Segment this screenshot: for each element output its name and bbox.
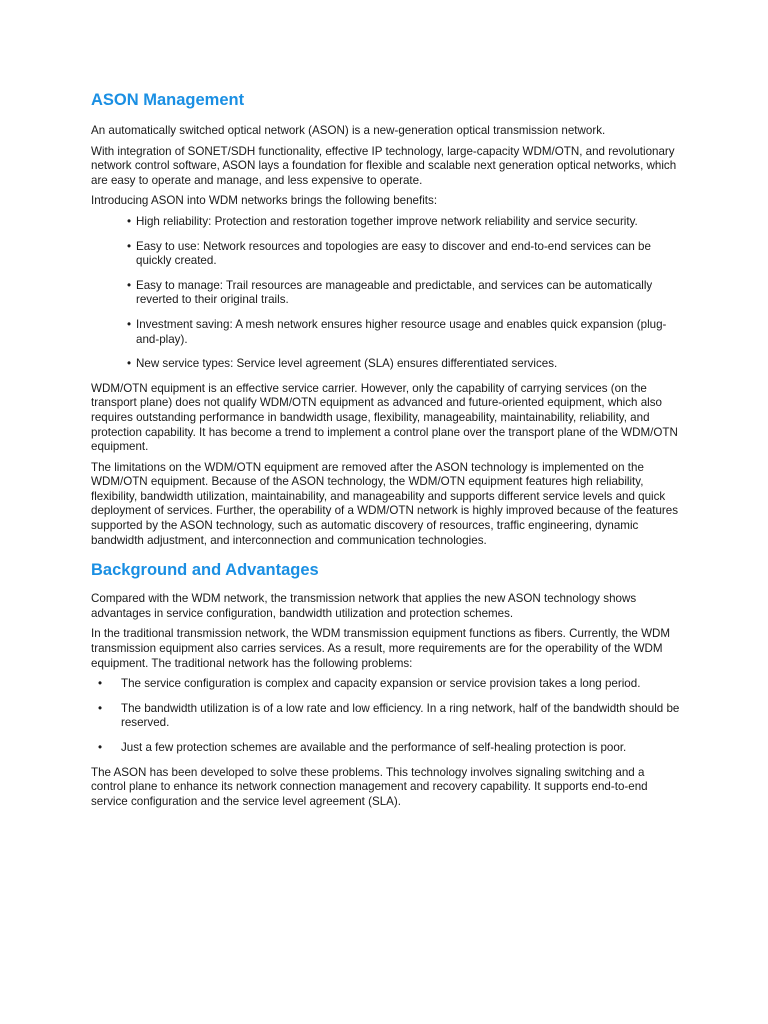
bullet-icon: • [98,741,103,754]
bullet-icon: • [127,278,132,292]
list-item-text: Easy to use: Network resources and topologies are easy to discover and end-to-end services can be quickly created. [136,239,651,268]
list-item [91,240,681,269]
paragraph-wdm-otn-carrier: WDM/OTN equipment is an effective service carrier. However, only the capability of carrying services (on the transport plane) does not qualify WDM/OTN equipment as advanced and future-oriented equipment, which also requires outstanding performance in bandwidth usage, flexibility, manageability, maintainability, reliability, and protection capability. It has become a trend to implement a control plane over the transport plane of the WDM/OTN equipment. [91,381,678,454]
list-item-text: New service types: Service level agreement (SLA) ensures differentiated services. [136,357,558,371]
bullet-icon: • [127,317,132,331]
list-item-text: The bandwidth utilization is of a low rate and low efficiency. In a ring network, half of the bandwidth should be reserved. [121,701,680,730]
paragraph-integration: With integration of SONET/SDH functionality, effective IP technology, large-capacity WDM/OTN, and revolutionary network control software, ASON lays a foundation for flexible and scalable next generation optical networks, which are easy to operate and manage, and less expensive to operate. [91,144,677,187]
list-item [91,677,681,692]
document-page [91,0,681,815]
bullet-icon: • [98,677,103,691]
list-item-text: High reliability: Protection and restoration together improve network reliability and service security. [136,214,638,228]
list-item [91,702,681,731]
list-item [91,318,681,347]
list-item-text: The service configuration is complex and capacity expansion or service provision takes a long period. [121,677,641,691]
list-item-text: Investment saving: A mesh network ensures higher resource usage and enables quick expansion (plug-and-play). [136,317,667,346]
bullet-icon: • [127,239,132,253]
list-item [91,279,681,308]
bullet-icon: • [127,214,132,228]
paragraph-ason-solution: The ASON has been developed to solve these problems. This technology involves signaling switching and a control plane to enhance its network connection management and recovery capability. It supports end-to-end service configuration and the service level agreement (SLA). [91,765,648,808]
benefits-list [91,215,681,372]
list-item [91,741,681,756]
list-item-text: Just a few protection schemes are available and the performance of self-healing protection is poor. [121,741,627,754]
list-item [91,357,681,372]
paragraph-limitations: The limitations on the WDM/OTN equipment are removed after the ASON technology is implemented on the WDM/OTN equipment. Because of the ASON technology, the WDM/OTN equipment features high reliability, flexibility, bandwidth utilization, maintainability, and manageability and supports different service levels and quick deployment of services. Further, the operability of a WDM/OTN network is highly improved because of the features supported by the ASON technology, such as automatic discovery of resources, traffic engineering, dynamic bandwidth adjustment, and interconnection and communication technologies. [91,460,679,547]
section-heading-background-advantages: Background and Advantages [91,561,319,580]
paragraph-intro: An automatically switched optical network (ASON) is a new-generation optical transmission network. [91,124,606,137]
list-item-text: Easy to manage: Trail resources are manageable and predictable, and services can be automatically reverted to their original trails. [136,278,653,307]
section-heading-ason-management: ASON Management [91,91,245,109]
bullet-icon: • [127,357,132,371]
paragraph-benefits-intro: Introducing ASON into WDM networks brings the following benefits: [91,194,438,208]
list-item [91,215,681,230]
problems-list [91,677,681,755]
paragraph-comparison: Compared with the WDM network, the transmission network that applies the new ASON technology shows advantages in service configuration, bandwidth utilization and protection schemes. [91,592,637,620]
paragraph-traditional-network: In the traditional transmission network, the WDM transmission equipment functions as fibers. Currently, the WDM transmission equipment also carries services. As a result, more requirements are for the operability of the WDM equipment. The traditional network has the following problems: [91,627,671,670]
bullet-icon: • [98,701,103,715]
